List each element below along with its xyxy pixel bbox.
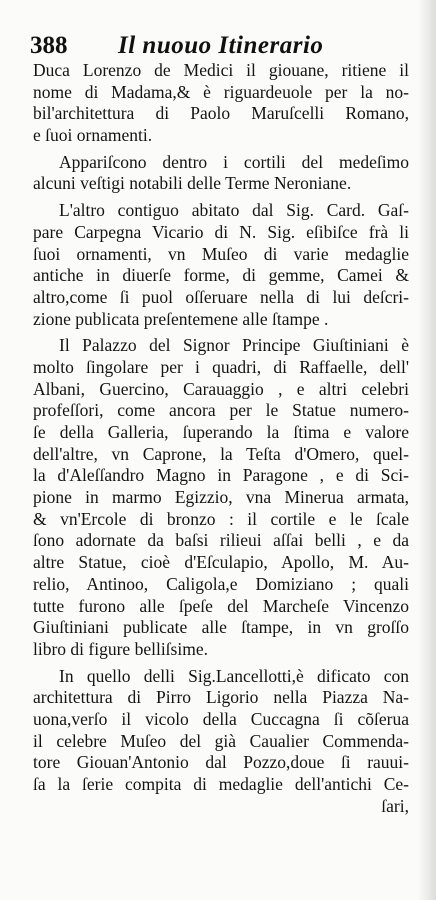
running-title: Il nuouo Itinerario [118,32,324,59]
text-line: pione in marmo Egizzio, vna Mineruа armata, [33,487,409,508]
text-line: pare Carpegna Vicario di N. Sig. eſibiſce frà li [33,221,409,242]
text-line: Il Palazzo del Signor Principe Giuſtiniani è [59,335,409,356]
text-line: altre Statue, cioè d'Eſculapio, Apollo, M. Au- [33,552,409,573]
paragraph [33,60,409,147]
text-line: molto ſingolare per i quadri, di Raffaelle, dell' [33,356,409,377]
text-line: relio, Antinoo, Caligola,e Domiziano ; quali [33,573,409,594]
text-line: alcuni veſtigi notabili delle Terme Neroniane. [33,173,352,194]
text-line: profeſſori, come ancora per le Statue numero- [33,400,409,421]
text-line: Giuſtiniani publicate alle ſtampe, in vn groſſo [33,617,409,638]
text-line: uona,verſo il vicolo della Cuccagna ſi cõſerua [33,708,409,729]
text-line: ſono adornate da baſsi rilieui aſſai belli , e da [33,530,409,551]
paragraph [33,335,409,660]
text-line: bil'architettura di Paolo Maruſcelli Romano, [33,103,409,124]
text-line: Appariſcono dentro i cortili del medeſimo [59,151,409,172]
text-line: & vn'Ercole di bronzo : il cortile e le ſcale [33,508,409,529]
text-line: antiche in diuerſe forme, di gemme, Camei & [33,265,409,286]
text-line: e ſuoi ornamenti. [33,125,153,146]
page-number: 388 [30,32,68,59]
text-line: L'altro contiguo abitato dal Sig. Card. Gaſ- [59,200,409,221]
text-line: il celebre Muſeo del già Caualier Commenda- [33,730,409,751]
text-line: libro di figure belliſsime. [33,638,208,659]
paragraph [33,666,409,818]
text-line: ſa la ſerie compita di medaglie dell'antichi Ce- [33,774,409,794]
paragraph [33,200,409,330]
text-line: dell'altre, vn Caprone, la Teſta d'Omero, quel- [33,443,409,464]
text-line: ſari, [381,795,409,816]
text-line: architettura di Pirro Ligorio nella Piazza Na- [33,687,409,708]
text-line: tore Giouan'Antonio dal Pozzo,doue ſi rauui- [33,752,409,773]
text-line: nome di Madama,& è riguardeuole per la no- [33,81,409,102]
text-line: altro,come ſi puol oſſeruare nella di lui deſcri- [33,286,409,307]
text-line: zione publicata preſentemene alle ſtampe . [33,308,329,329]
text-line: ſuoi ornamenti, vn Muſeo di varie medaglie [33,243,409,264]
text-line: In quello delli Sig.Lancellotti,è dificato con [59,665,409,686]
text-line: ſe della Galleria, ſuperando la ſtima e valore [33,422,409,442]
text-line: Duca Lorenzo de Medici il giouane, ritiene il [33,60,409,80]
text-line: Albani, Guercino, Carauaggio , e altri celebri [33,378,409,399]
text-line: la d'Aleſſandro Magno in Paragone , e di Sci- [33,465,409,486]
page-edge-shadow [418,0,436,900]
body-text [33,60,409,817]
text-line: tutte furono alle ſpeſe del Marcheſe Vincenzo [33,595,409,616]
page-header [30,30,410,62]
paragraph [33,152,409,195]
